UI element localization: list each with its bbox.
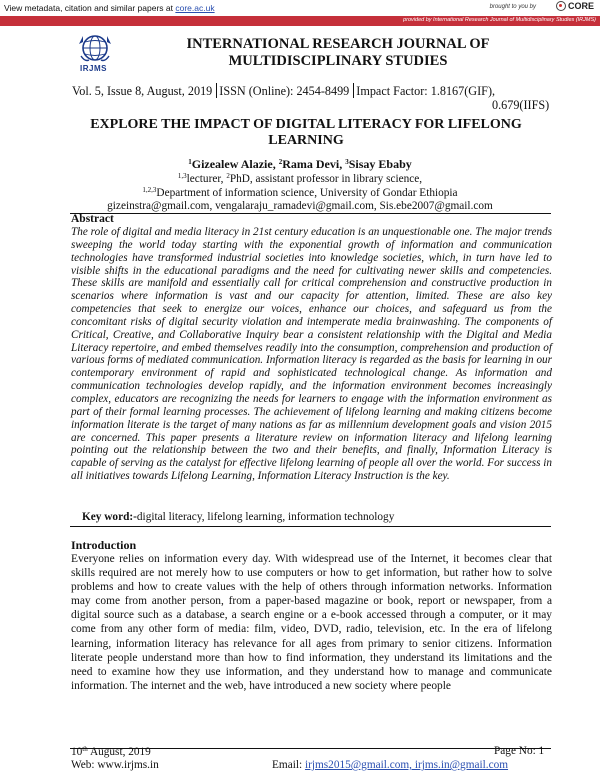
author2: Rama Devi, (282, 157, 343, 171)
author1: Gizealew Alazie, (191, 157, 276, 171)
provided-by-text: provided by International Research Journal of Multidisciplinary Studies (IRJMS) (403, 17, 596, 23)
abstract-top-rule (70, 213, 551, 214)
page-number: Page No: 1 (494, 745, 545, 757)
volume-issue: Vol. 5, Issue 8, August, 2019 (72, 84, 213, 98)
author1-sup: 1 (188, 158, 192, 166)
keyword-list: digital literacy, lifelong learning, information technology (136, 511, 395, 523)
core-metadata-notice (4, 3, 215, 13)
affiliation-department (0, 186, 600, 199)
author3: Sisay Ebaby (348, 157, 412, 171)
issue-info (72, 83, 495, 99)
affiliation-roles (0, 172, 600, 185)
provided-by-bar (0, 16, 600, 26)
core-ac-uk-link[interactable]: core.ac.uk (175, 3, 215, 13)
authors (0, 157, 600, 172)
footer-email-links[interactable]: irjms2015@gmail.com, irjms.in@gmail.com (304, 759, 509, 771)
footer-web: Web: www.irjms.in (71, 759, 159, 771)
author3-sup: 3 (345, 158, 349, 166)
footer-date-day: 10 (71, 746, 83, 758)
brought-to-you-by: brought to you by (489, 4, 536, 10)
core-logo-icon (556, 1, 566, 11)
footer-date-rest: August, 2019 (87, 746, 151, 758)
core-logo[interactable] (556, 1, 594, 11)
introduction-text: Everyone relies on information every day. With widespread use of the Internet, it becomes clear that skills required are not merely how to use computers or how to get information, but rather how to solve problems and how to create values with the help of others through information networks. Information may come from another person, from a paper-based magazine or book, report or newspaper, from a digital source such as a database, a search engine or a e-book accessed through a computer, or it may come from any other form of media: film, video, DVD, radio, television, etc. In the era of lifelong learning, information literacy has relevance for all ages from primary to senior citizens. Information literate people understand more than how to find information, they understand its limitations and the need to examine how they use information, and they understand how to manage and communicate information. The internet and the web, have introduced a new society where people (71, 553, 552, 692)
footer-email-label: Email: (272, 759, 305, 771)
metadata-text: View metadata, citation and similar papers at (4, 3, 173, 13)
abstract-text: The role of digital and media literacy in 21st century education is an unquestionable one. The major trends sweeping the world today starting with the exponential growth of information and communication technologies have transformed industrial societies into knowledge societies, which, in turn have led to visible shifts in the educational paradigms and the need for cultivating newer skills and competencies. These skills are manifold and essentially call for critical comprehension and constructive production in scenarios where information is vast and our capacity for attention, limited. These are also key competencies that seek to energize our voices, enhance our choices, and safeguard us from the concomitant risks of digital security violation and intemperate media brainwashing. The components of Critical, Creative, and Collaborative Inquiry bear a consistent relationship with the Digital and Media Literacy repertoire, and embed themselves readily into the consumption, comprehension and production of various forms of mediated communication. Information literacy is regarded as the basis for learning in our contemporary environment of rapid and sophisticated technological change. As information and communication technologies develop rapidly, and the information environment becomes increasingly complex, educators are recognizing the needs for learners to engage with the information environment as part of their formal learning processes. The achievement of lifelong learning and making citizens become information literate is the target of many nations as far as millennium development goals and vision 2015 are concerned. This paper presents a literature review on information literacy and lifelong learning pointing out the relationship between the two and their benefits, and finally, Information Literacy is capable of serving as the catalyst for effective lifelong learning of people all over the world. For success in all initiatives towards Lifelong Learning, Information Literacy Instruction is the key. (71, 226, 552, 483)
abstract-heading: Abstract (71, 213, 114, 225)
affil1-sup: 1,3 (177, 172, 187, 180)
separator (353, 83, 354, 98)
footer-email (272, 759, 508, 771)
separator (216, 83, 217, 98)
affil2-sup: 1,2,3 (142, 186, 157, 194)
impact-factor-iifs: 0.679(IIFS) (492, 98, 550, 112)
keywords (82, 511, 394, 523)
impact-factor: Impact Factor: 1.8167(GIF), (356, 84, 496, 98)
journal-title: INTERNATIONAL RESEARCH JOURNAL OF MULTIDISCIPLINARY STUDIES (186, 36, 490, 69)
introduction-heading: Introduction (71, 538, 137, 552)
author2-sup: 2 (278, 158, 283, 166)
core-label: CORE (567, 1, 594, 11)
footer-date (71, 745, 151, 758)
affil1b: PhD, assistant professor in library science, (229, 173, 423, 185)
issn: ISSN (Online): 2454-8499 (219, 84, 350, 98)
affil1: lecturer, (186, 173, 227, 185)
footer-date-sup: th (82, 745, 88, 753)
affil1b-sup: 2 (226, 172, 230, 180)
abstract-bottom-rule (70, 526, 551, 527)
author-emails: gizeinstra@gmail.com, vengalaraju_ramadevi@gmail.com, Sis.ebe2007@gmail.com (107, 200, 493, 212)
paper-title: EXPLORE THE IMPACT OF DIGITAL LITERACY FOR LIFELONG LEARNING (90, 117, 522, 148)
keyword-label: Key word:- (82, 511, 137, 523)
affil2: Department of information science, University of Gondar Ethiopia (156, 187, 458, 199)
journal-logo-text: IRJMS (80, 64, 107, 73)
